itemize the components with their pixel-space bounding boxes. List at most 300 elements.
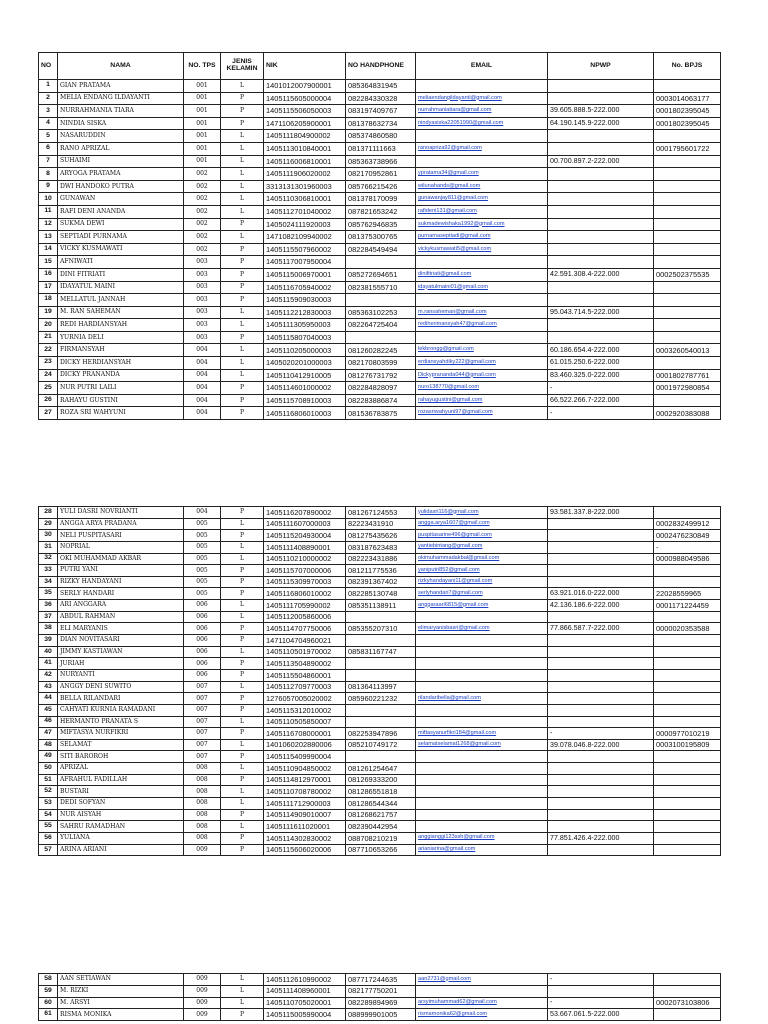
npwp-cell bbox=[548, 763, 654, 775]
nik-cell: 1405115507960002 bbox=[264, 243, 346, 256]
name-cell: ANGGA ARYA PRADANA bbox=[58, 518, 184, 530]
email-link bbox=[416, 774, 548, 786]
table-row bbox=[39, 344, 721, 357]
email-link bbox=[416, 155, 548, 168]
phone-cell: 085374860580 bbox=[346, 130, 416, 143]
row-number-cell: 45 bbox=[39, 704, 58, 716]
row-number-cell: 30 bbox=[39, 530, 58, 542]
row-number-cell: 41 bbox=[39, 658, 58, 670]
bpjs-cell: 0001802787761 bbox=[654, 369, 721, 382]
phone-cell: 82223431910 bbox=[346, 518, 416, 530]
name-cell: ARYOGA PRATAMA bbox=[58, 168, 184, 181]
nik-cell: 1405111408960001 bbox=[264, 985, 346, 997]
gender-cell: P bbox=[221, 331, 264, 344]
table-row bbox=[39, 821, 721, 833]
npwp-cell: 83.460.325.0-222.000 bbox=[548, 369, 654, 382]
npwp-cell: - bbox=[548, 407, 654, 420]
npwp-cell: 42.136.186.6-222.000 bbox=[548, 600, 654, 612]
name-cell: SITI BAROROH bbox=[58, 751, 184, 763]
tps-cell: 001 bbox=[184, 92, 221, 105]
bpjs-cell: 0002502375535 bbox=[654, 268, 721, 281]
nik-cell: 1405115005990004 bbox=[264, 1009, 346, 1021]
nik-cell: 1405115707000006 bbox=[264, 565, 346, 577]
row-number-cell: 47 bbox=[39, 728, 58, 740]
table-row bbox=[39, 832, 721, 844]
name-cell: SAHRU RAMADHAN bbox=[58, 821, 184, 833]
email-link[interactable]: nurrahmaniatiara@gmail.com bbox=[416, 105, 548, 118]
npwp-cell bbox=[548, 142, 654, 155]
name-cell: AFRAHUL FADILLAH bbox=[58, 774, 184, 786]
nik-cell: 3313131301960003 bbox=[264, 180, 346, 193]
email-link[interactable]: Dickyprananda044@gmail.com bbox=[416, 369, 548, 382]
tps-cell: 001 bbox=[184, 117, 221, 130]
table-row bbox=[39, 974, 721, 986]
bpjs-cell bbox=[654, 193, 721, 206]
email-link[interactable]: purnamaseptiadi@gmail.com bbox=[416, 231, 548, 244]
gender-cell: P bbox=[221, 774, 264, 786]
row-number-cell: 15 bbox=[39, 256, 58, 269]
email-link[interactable]: selamatselamat1268@gmail.com bbox=[416, 739, 548, 751]
row-number-cell: 57 bbox=[39, 844, 58, 856]
npwp-cell bbox=[548, 205, 654, 218]
row-number-cell: 5 bbox=[39, 130, 58, 143]
gender-cell: L bbox=[221, 193, 264, 206]
phone-cell: 082253947896 bbox=[346, 728, 416, 740]
email-link[interactable]: idayatulmaini01@gmail.com bbox=[416, 281, 548, 294]
email-link bbox=[416, 331, 548, 344]
npwp-cell: - bbox=[548, 997, 654, 1009]
phone-cell: 082264725404 bbox=[346, 319, 416, 332]
bpjs-cell bbox=[654, 809, 721, 821]
email-link bbox=[416, 716, 548, 728]
email-link[interactable]: rizkyhandayani11@gmail.com bbox=[416, 576, 548, 588]
npwp-cell: 60.186.654.4-222.000 bbox=[548, 344, 654, 357]
email-link bbox=[416, 786, 548, 798]
header-no-handphone: NO HANDPHONE bbox=[346, 53, 416, 80]
email-link[interactable]: nuro138770@gmail.com bbox=[416, 382, 548, 395]
email-link[interactable]: rozasriwahyuni97@gmail.com bbox=[416, 407, 548, 420]
bpjs-cell bbox=[654, 751, 721, 763]
name-cell: AAN SETIAWAN bbox=[58, 974, 184, 986]
tps-cell: 002 bbox=[184, 205, 221, 218]
bpjs-cell bbox=[654, 281, 721, 294]
table-row bbox=[39, 646, 721, 658]
tps-cell: 002 bbox=[184, 180, 221, 193]
phone-cell: 081260282245 bbox=[346, 344, 416, 357]
gender-cell: P bbox=[221, 669, 264, 681]
nik-cell: 1405112005860006 bbox=[264, 611, 346, 623]
nik-cell: 1405110705020001 bbox=[264, 997, 346, 1009]
nik-cell: 1405111408890001 bbox=[264, 541, 346, 553]
name-cell: CAHYATI KURNIA RAMADANI bbox=[58, 704, 184, 716]
name-cell: JIMMY KASTIAWAN bbox=[58, 646, 184, 658]
nik-cell: 1405110412910005 bbox=[264, 369, 346, 382]
email-link[interactable]: arsyimuhammad62@gmail.com bbox=[416, 997, 548, 1009]
bpjs-cell bbox=[654, 180, 721, 193]
email-link[interactable]: elimaryanisbasri@gmail.com bbox=[416, 623, 548, 635]
npwp-cell bbox=[548, 130, 654, 143]
row-number-cell: 17 bbox=[39, 281, 58, 294]
header-nik: NIK bbox=[264, 53, 346, 80]
email-link[interactable]: lekbrongg@gmail.com bbox=[416, 344, 548, 357]
gender-cell: P bbox=[221, 588, 264, 600]
nik-cell: 1405117007950004 bbox=[264, 256, 346, 269]
tps-cell: 006 bbox=[184, 635, 221, 647]
gender-cell: L bbox=[221, 80, 264, 93]
email-link bbox=[416, 80, 548, 93]
npwp-cell bbox=[548, 319, 654, 332]
tps-cell: 009 bbox=[184, 985, 221, 997]
email-link[interactable]: wilunahands@gmail.com bbox=[416, 180, 548, 193]
header-npwp: NPWP bbox=[548, 53, 654, 80]
name-cell: PUTRI YANI bbox=[58, 565, 184, 577]
npwp-cell bbox=[548, 193, 654, 206]
npwp-cell bbox=[548, 243, 654, 256]
row-number-cell: 54 bbox=[39, 809, 58, 821]
tps-cell: 007 bbox=[184, 704, 221, 716]
name-cell: MELIA ENDANG ILDAYANTI bbox=[58, 92, 184, 105]
gender-cell: L bbox=[221, 306, 264, 319]
email-link[interactable]: serlyhandari7@gmail.com bbox=[416, 588, 548, 600]
bpjs-cell: 0002476230849 bbox=[654, 530, 721, 542]
table-body-part-2 bbox=[39, 507, 721, 856]
email-link[interactable]: m.ransaheman@gmail.com bbox=[416, 306, 548, 319]
row-number-cell: 3 bbox=[39, 105, 58, 118]
name-cell: ROZA SRI WAHYUNI bbox=[58, 407, 184, 420]
gender-cell: L bbox=[221, 821, 264, 833]
row-number-cell: 53 bbox=[39, 798, 58, 810]
name-cell: MIFTASYA NURFIKRI bbox=[58, 728, 184, 740]
nik-cell: 1405116006810001 bbox=[264, 155, 346, 168]
email-link[interactable]: aan2731@gmail.com bbox=[416, 974, 548, 986]
nik-cell: 1405112701040002 bbox=[264, 205, 346, 218]
gender-cell: L bbox=[221, 763, 264, 775]
tps-cell: 005 bbox=[184, 530, 221, 542]
email-link[interactable]: yulidasri116@gmail.com bbox=[416, 507, 548, 519]
email-link bbox=[416, 611, 548, 623]
email-link[interactable]: nindyasiska22051990@gmail.com bbox=[416, 117, 548, 130]
table-row bbox=[39, 369, 721, 382]
bpjs-cell: 0003100195809 bbox=[654, 739, 721, 751]
email-link[interactable]: ypratama34@gmail.com bbox=[416, 168, 548, 181]
tps-cell: 008 bbox=[184, 809, 221, 821]
email-link[interactable]: meliaendangildayanti@gmail.com bbox=[416, 92, 548, 105]
email-link[interactable]: rismamonika62@gmail.com bbox=[416, 1009, 548, 1021]
row-number-cell: 9 bbox=[39, 180, 58, 193]
email-link[interactable]: sukmadewishaka1992@gmail.com bbox=[416, 218, 548, 231]
email-link[interactable]: yaniputri852@gmail.com bbox=[416, 565, 548, 577]
phone-cell: 083197409767 bbox=[346, 105, 416, 118]
row-number-cell: 35 bbox=[39, 588, 58, 600]
npwp-cell bbox=[548, 80, 654, 93]
tps-cell: 009 bbox=[184, 844, 221, 856]
tps-cell: 006 bbox=[184, 611, 221, 623]
name-cell: RAFI DENI ANANDA bbox=[58, 205, 184, 218]
table-row bbox=[39, 669, 721, 681]
table-row bbox=[39, 611, 721, 623]
header-email: EMAIL bbox=[416, 53, 548, 80]
table-body-part-1 bbox=[39, 80, 721, 420]
npwp-cell: - bbox=[548, 974, 654, 986]
table-row bbox=[39, 294, 721, 307]
name-cell: IDAYATUL MAINI bbox=[58, 281, 184, 294]
table-header-row bbox=[39, 53, 721, 80]
npwp-cell bbox=[548, 518, 654, 530]
tps-cell: 004 bbox=[184, 369, 221, 382]
email-link[interactable]: rilandaribella@gmail.com bbox=[416, 693, 548, 705]
npwp-cell bbox=[548, 576, 654, 588]
row-number-cell: 13 bbox=[39, 231, 58, 244]
nik-cell: 1471082109940002 bbox=[264, 231, 346, 244]
gender-cell: P bbox=[221, 507, 264, 519]
npwp-cell bbox=[548, 681, 654, 693]
row-number-cell: 56 bbox=[39, 832, 58, 844]
gender-cell: L bbox=[221, 168, 264, 181]
email-link[interactable]: miftasyanurfikri184@gmail.com bbox=[416, 728, 548, 740]
tps-cell: 004 bbox=[184, 344, 221, 357]
bpjs-cell bbox=[654, 681, 721, 693]
table-row bbox=[39, 1009, 721, 1021]
tps-cell: 002 bbox=[184, 231, 221, 244]
gender-cell: P bbox=[221, 728, 264, 740]
name-cell: MELLATUL JANNAH bbox=[58, 294, 184, 307]
phone-cell: 081275435626 bbox=[346, 530, 416, 542]
table-row bbox=[39, 530, 721, 542]
voter-table-part-1 bbox=[38, 52, 721, 420]
phone-cell: 082284330328 bbox=[346, 92, 416, 105]
phone-cell bbox=[346, 751, 416, 763]
gender-cell: P bbox=[221, 218, 264, 231]
bpjs-cell bbox=[654, 231, 721, 244]
gender-cell: P bbox=[221, 530, 264, 542]
email-link[interactable]: arianiarina@gmail.com bbox=[416, 844, 548, 856]
table-row bbox=[39, 130, 721, 143]
email-link[interactable]: ranoapriza92@gmail.com bbox=[416, 142, 548, 155]
gender-cell: P bbox=[221, 565, 264, 577]
phone-cell bbox=[346, 635, 416, 647]
gender-cell: L bbox=[221, 231, 264, 244]
email-link bbox=[416, 635, 548, 647]
bpjs-cell: 0003014063177 bbox=[654, 92, 721, 105]
npwp-cell bbox=[548, 693, 654, 705]
email-link[interactable]: anggaraari6815@gmail.com bbox=[416, 600, 548, 612]
phone-cell: 081211775536 bbox=[346, 565, 416, 577]
row-number-cell: 29 bbox=[39, 518, 58, 530]
table-body-part-3 bbox=[39, 974, 721, 1021]
row-number-cell: 48 bbox=[39, 739, 58, 751]
row-number-cell: 12 bbox=[39, 218, 58, 231]
name-cell: NASARUDDIN bbox=[58, 130, 184, 143]
npwp-cell bbox=[548, 821, 654, 833]
header-nama: NAMA bbox=[58, 53, 184, 80]
gender-cell: L bbox=[221, 130, 264, 143]
bpjs-cell bbox=[654, 507, 721, 519]
phone-cell: 082381555710 bbox=[346, 281, 416, 294]
phone-cell: 081286544344 bbox=[346, 798, 416, 810]
phone-cell: 081378632734 bbox=[346, 117, 416, 130]
row-number-cell: 32 bbox=[39, 553, 58, 565]
gender-cell: P bbox=[221, 704, 264, 716]
npwp-cell bbox=[548, 256, 654, 269]
phone-cell: 085210749172 bbox=[346, 739, 416, 751]
name-cell: BUSTARI bbox=[58, 786, 184, 798]
bpjs-cell bbox=[654, 576, 721, 588]
email-link[interactable]: rahayugustini@gmail.com bbox=[416, 394, 548, 407]
name-cell: REDI HARDIANSYAH bbox=[58, 319, 184, 332]
npwp-cell: 39.605.888.5-222.000 bbox=[548, 105, 654, 118]
table-row bbox=[39, 565, 721, 577]
nik-cell: 1405115605000004 bbox=[264, 92, 346, 105]
table-row bbox=[39, 331, 721, 344]
row-number-cell: 50 bbox=[39, 763, 58, 775]
row-number-cell: 10 bbox=[39, 193, 58, 206]
npwp-cell: 64.190.145.9-222.000 bbox=[548, 117, 654, 130]
table-row bbox=[39, 763, 721, 775]
row-number-cell: 14 bbox=[39, 243, 58, 256]
npwp-cell: 42.591.308.4-222.000 bbox=[548, 268, 654, 281]
npwp-cell: 77.851.426.4-222.000 bbox=[548, 832, 654, 844]
gender-cell: P bbox=[221, 844, 264, 856]
bpjs-cell bbox=[654, 205, 721, 218]
email-link[interactable]: erdiansyahdiky222@gmail.com bbox=[416, 357, 548, 370]
email-link[interactable]: anggianggi123ssh@gmail.com bbox=[416, 832, 548, 844]
nik-cell: 1405116806010002 bbox=[264, 588, 346, 600]
npwp-cell bbox=[548, 658, 654, 670]
tps-cell: 009 bbox=[184, 974, 221, 986]
gender-cell: L bbox=[221, 739, 264, 751]
phone-cell bbox=[346, 294, 416, 307]
tps-cell: 004 bbox=[184, 357, 221, 370]
gender-cell: P bbox=[221, 281, 264, 294]
phone-cell: 085272694651 bbox=[346, 268, 416, 281]
nik-cell: 1405115204930004 bbox=[264, 530, 346, 542]
row-number-cell: 16 bbox=[39, 268, 58, 281]
gender-cell: P bbox=[221, 832, 264, 844]
gender-cell: P bbox=[221, 382, 264, 395]
phone-cell: 081261254647 bbox=[346, 763, 416, 775]
phone-cell bbox=[346, 716, 416, 728]
bpjs-cell bbox=[654, 294, 721, 307]
table-row bbox=[39, 243, 721, 256]
phone-cell: 082177750201 bbox=[346, 985, 416, 997]
table-row bbox=[39, 180, 721, 193]
tps-cell: 008 bbox=[184, 774, 221, 786]
table-row bbox=[39, 268, 721, 281]
npwp-cell: 66.522.266.7-222.000 bbox=[548, 394, 654, 407]
table-row bbox=[39, 80, 721, 93]
npwp-cell bbox=[548, 218, 654, 231]
phone-cell: 082391367402 bbox=[346, 576, 416, 588]
table-row bbox=[39, 142, 721, 155]
npwp-cell bbox=[548, 231, 654, 244]
email-link[interactable]: rafideni131@gmail.com bbox=[416, 205, 548, 218]
bpjs-cell bbox=[654, 774, 721, 786]
bpjs-cell bbox=[654, 821, 721, 833]
npwp-cell bbox=[548, 530, 654, 542]
row-number-cell: 26 bbox=[39, 394, 58, 407]
email-link[interactable]: rediherimansyah47@gmail.com bbox=[416, 319, 548, 332]
gender-cell: P bbox=[221, 623, 264, 635]
nik-cell: 1405115504860001 bbox=[264, 669, 346, 681]
row-number-cell: 27 bbox=[39, 407, 58, 420]
email-link[interactable]: yantiebintang@gmail.com bbox=[416, 541, 548, 553]
tps-cell: 003 bbox=[184, 331, 221, 344]
email-link bbox=[416, 130, 548, 143]
row-number-cell: 2 bbox=[39, 92, 58, 105]
email-link[interactable]: okimuhammadakbal@gmail.com bbox=[416, 553, 548, 565]
bpjs-cell bbox=[654, 256, 721, 269]
email-link[interactable]: puspitasarine496@gmail.com bbox=[416, 530, 548, 542]
row-number-cell: 8 bbox=[39, 168, 58, 181]
gender-cell: P bbox=[221, 105, 264, 118]
npwp-cell bbox=[548, 809, 654, 821]
tps-cell: 007 bbox=[184, 681, 221, 693]
npwp-cell bbox=[548, 180, 654, 193]
header-tps: NO. TPS bbox=[184, 53, 221, 80]
npwp-cell: 63.921.016.0-222.000 bbox=[548, 588, 654, 600]
phone-cell: 085351138911 bbox=[346, 600, 416, 612]
npwp-cell bbox=[548, 774, 654, 786]
table-row bbox=[39, 193, 721, 206]
phone-cell: 085762946835 bbox=[346, 218, 416, 231]
nik-cell: 1405112610990002 bbox=[264, 974, 346, 986]
email-link[interactable]: gunawanjay811@gmail.com bbox=[416, 193, 548, 206]
row-number-cell: 19 bbox=[39, 306, 58, 319]
bpjs-cell bbox=[654, 669, 721, 681]
tps-cell: 007 bbox=[184, 693, 221, 705]
nik-cell: 1405115708910003 bbox=[264, 394, 346, 407]
bpjs-cell bbox=[654, 306, 721, 319]
bpjs-cell bbox=[654, 646, 721, 658]
bpjs-cell bbox=[654, 565, 721, 577]
npwp-cell: 39.078.046.8-222.000 bbox=[548, 739, 654, 751]
bpjs-cell bbox=[654, 635, 721, 647]
email-link[interactable]: angga.arya1607@gmail.com bbox=[416, 518, 548, 530]
gender-cell: L bbox=[221, 541, 264, 553]
email-link[interactable]: vickykusmawati5@gmail.com bbox=[416, 243, 548, 256]
name-cell: M. RAN SAHEMAN bbox=[58, 306, 184, 319]
phone-cell: 083187623483 bbox=[346, 541, 416, 553]
table-row bbox=[39, 218, 721, 231]
nik-cell: 1405113504890002 bbox=[264, 658, 346, 670]
name-cell: NUR AISYAH bbox=[58, 809, 184, 821]
gender-cell: L bbox=[221, 798, 264, 810]
nik-cell: 1405116207890002 bbox=[264, 507, 346, 519]
table-row bbox=[39, 716, 721, 728]
phone-cell: 085960221232 bbox=[346, 693, 416, 705]
table-row bbox=[39, 553, 721, 565]
npwp-cell: 00.700.897.2-222.000 bbox=[548, 155, 654, 168]
header-no: NO bbox=[39, 53, 58, 80]
gender-cell: L bbox=[221, 716, 264, 728]
table-row bbox=[39, 117, 721, 130]
name-cell: YULI DASRI NOVRIANTI bbox=[58, 507, 184, 519]
bpjs-cell: 0003260540013 bbox=[654, 344, 721, 357]
bpjs-cell bbox=[654, 844, 721, 856]
gender-cell: P bbox=[221, 809, 264, 821]
nik-cell: 1405115312010002 bbox=[264, 704, 346, 716]
nik-cell: 1405114707750006 bbox=[264, 623, 346, 635]
gender-cell: P bbox=[221, 256, 264, 269]
phone-cell: 082289894969 bbox=[346, 997, 416, 1009]
nik-cell: 1405115506050003 bbox=[264, 105, 346, 118]
name-cell: ARINA ARIANI bbox=[58, 844, 184, 856]
name-cell: GUNAWAN bbox=[58, 193, 184, 206]
email-link[interactable]: dinifitriati@gmail.com bbox=[416, 268, 548, 281]
table-row bbox=[39, 798, 721, 810]
gender-cell: L bbox=[221, 205, 264, 218]
bpjs-cell bbox=[654, 704, 721, 716]
